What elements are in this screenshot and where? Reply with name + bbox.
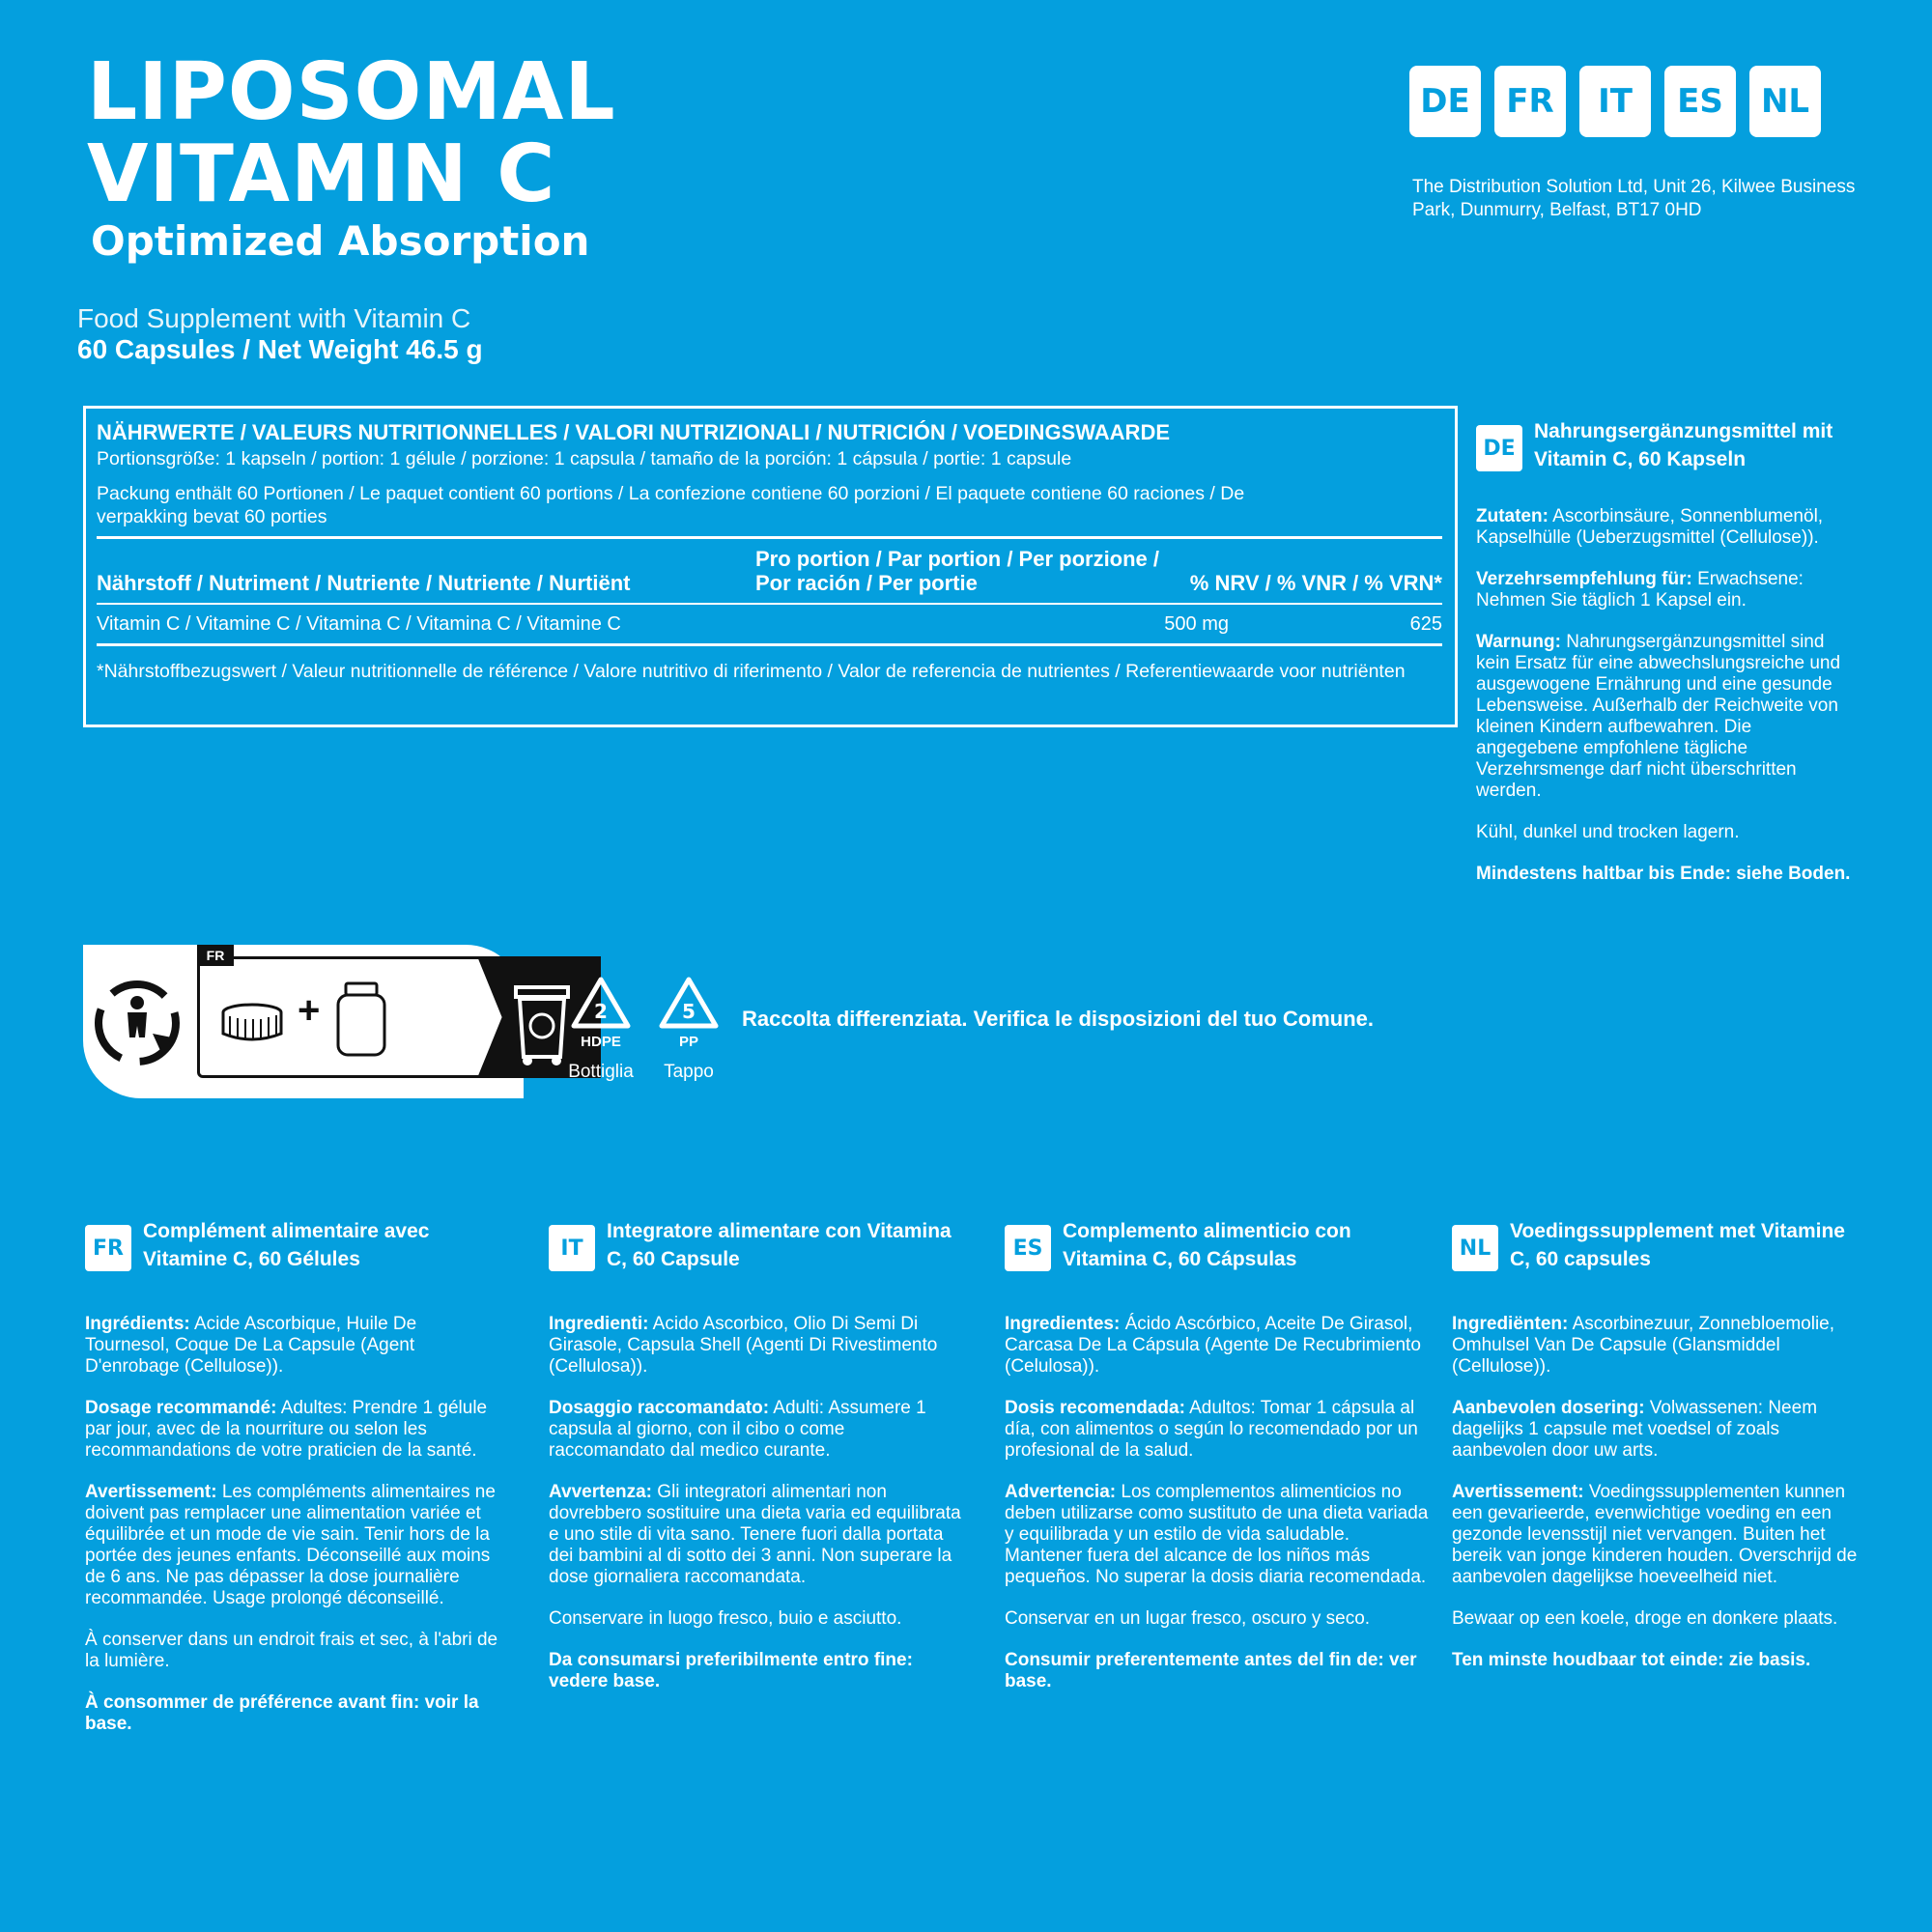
fr-section <box>85 1217 500 1755</box>
portion-size: Portionsgröße: 1 kapseln / portion: 1 gélule / porzione: 1 capsula / tamaño de la porción: 1 cápsula / portie: 1 capsule <box>97 448 1072 469</box>
es-section <box>1005 1217 1430 1713</box>
fr-storage: À conserver dans un endroit frais et sec, à l'abri de la lumière. <box>85 1630 498 1671</box>
it-best-before: Da consumarsi preferibilmente entro fine: vedere base. <box>549 1650 913 1691</box>
es-storage: Conservar en un lugar fresco, oscuro y seco. <box>1005 1608 1371 1629</box>
product-subtitle: Optimized Absorption <box>91 217 590 265</box>
resin-code-pp <box>655 976 723 1083</box>
es-title: Complemento alimenticio con Vitamina C, 60 Cápsulas <box>1063 1220 1351 1270</box>
es-best-before: Consumir preferentemente antes del fin de: ver base. <box>1005 1650 1417 1691</box>
de-ingredients: Zutaten: Ascorbinsäure, Sonnenblumenöl, Kapselhülle (Ueberzugsmittel (Cellulose)). <box>1476 506 1824 548</box>
lang-badge-fr: FR <box>1494 66 1566 137</box>
distributor-address: The Distribution Solution Ltd, Unit 26, Kilwee Business Park, Dunmurry, Belfast, BT17 0HD <box>1412 177 1856 220</box>
column-header-portion: Pro portion / Par portion / Per porzione / Por ración / Per portie <box>755 547 1160 595</box>
nl-ingredients: Ingrediënten: Ascorbinezuur, Zonnebloemolie, Omhulsel Van De Capsule (Glansmiddel (Cellulose)). <box>1452 1314 1835 1377</box>
nl-best-before: Ten minste houdbaar tot einde: zie basis. <box>1452 1650 1811 1670</box>
cell-portion: 500 mg <box>1164 612 1229 635</box>
fr-tag: FR <box>197 945 234 966</box>
table-header-row <box>97 539 1443 603</box>
it-title: Integratore alimentare con Vitamina C, 60 Capsule <box>607 1220 952 1270</box>
fr-warning: Avertissement: Les compléments alimentaires ne doivent pas remplacer une alimentation variée et équilibrée et un mode de vie sain. Tenir hors de la portée des jeunes enfants. Déconseillé aux moins de 6 ans. Ne pas dépasser la dose journalière recommandée. Usage prolongé déconseillé. <box>85 1482 496 1608</box>
nutrition-heading: NÄHRWERTE / VALEURS NUTRITIONNELLES / VALORI NUTRIZIONALI / NUTRICIÓN / VOEDINGSWAARDE <box>97 420 1171 444</box>
table-row <box>97 605 1443 643</box>
recycling-note: Raccolta differenziata. Verifica le disposizioni del tuo Comune. <box>742 1007 1375 1031</box>
it-section <box>549 1217 964 1713</box>
de-badge: DE <box>1476 425 1522 471</box>
product-title-line1: LIPOSOMAL <box>87 46 616 138</box>
fr-dosage: Dosage recommandé: Adultes: Prendre 1 gélule par jour, avec de la nourriture ou selon les recommandations de votre praticien de la santé. <box>85 1398 488 1461</box>
de-warning: Warnung: Nahrungsergänzungsmittel sind kein Ersatz für eine abwechslungsreiche und ausgewogene Ernährung und eine gesunde Lebensweise. Außerhalb der Reichweite von kleinen Kindern aufbewahren. Die angegebene empfohlene tägliche Verzehrsmenge darf nicht überschritten werden. <box>1476 632 1841 801</box>
cap-icon <box>218 1003 286 1045</box>
es-badge: ES <box>1005 1225 1051 1271</box>
language-badges <box>1409 66 1821 137</box>
pack-contents: Packung enthält 60 Portionen / Le paquet contient 60 portions / La confezione contiene 60 porzioni / El paquete contiene 60 raciones / De verpakking bevat 60 porties <box>97 483 1245 527</box>
de-best-before: Mindestens haltbar bis Ende: siehe Boden. <box>1476 864 1851 884</box>
lang-badge-nl: NL <box>1749 66 1821 137</box>
it-warning: Avvertenza: Gli integratori alimentari non dovrebbero sostituire una dieta varia ed equilibrata e uno stile di vita sano. Tenere fuori dalla portata dei bambini al di sotto dei 3 anni. Non superare la dose giornaliera raccomandata. <box>549 1482 961 1587</box>
triman-recycling-logo <box>83 945 524 1098</box>
triman-icon <box>95 980 187 1066</box>
it-dosage: Dosaggio raccomandato: Adulti: Assumere 1 capsula al giorno, con il cibo o come raccomandato dal medico curante. <box>549 1398 926 1461</box>
resin-number: 2 <box>594 1000 608 1023</box>
recycling-bin-icon <box>510 981 574 1068</box>
lang-badge-it: IT <box>1579 66 1651 137</box>
lang-badge-es: ES <box>1664 66 1736 137</box>
de-storage: Kühl, dunkel und trocken lagern. <box>1476 822 1740 842</box>
cell-nrv: 625 <box>1409 612 1442 635</box>
es-ingredients: Ingredientes: Ácido Ascórbico, Aceite De Girasol, Carcasa De La Cápsula (Agente De Recubrimiento (Celulosa)). <box>1005 1314 1421 1377</box>
fr-best-before: À consommer de préférence avant fin: voir la base. <box>85 1692 479 1734</box>
fr-badge: FR <box>85 1225 131 1271</box>
nl-warning: Avertissement: Voedingssupplementen kunnen een gevarieerde, evenwichtige voeding en een gezonde levensstijl niet vervangen. Buiten het bereik van jonge kinderen houden. Overschrijd de aanbevolen dagelijkse hoeveelheid niet. <box>1452 1482 1858 1587</box>
product-title-line2: VITAMIN C <box>87 128 556 220</box>
de-dosage: Verzehrsempfehlung für: Erwachsene: Nehmen Sie täglich 1 Kapsel ein. <box>1476 569 1804 611</box>
nutrition-table <box>83 406 1458 727</box>
resin-number: 5 <box>682 1000 696 1023</box>
plus-icon: + <box>298 989 321 1032</box>
resin-code-label: PP <box>678 1034 698 1050</box>
it-storage: Conservare in luogo fresco, buio e asciutto. <box>549 1608 902 1629</box>
es-dosage: Dosis recomendada: Adultos: Tomar 1 cápsula al día, con alimentos o según lo recomendado por un profesional de la salud. <box>1005 1398 1418 1461</box>
es-warning: Advertencia: Los complementos alimenticios no deben utilizarse como sustituto de una dieta variada y equilibrada y un estilo de vida saludable. Mantener fuera del alcance de los niños más pequeños. No superar la dosis diaria recomendada. <box>1005 1482 1429 1587</box>
resin-code-hdpe <box>567 976 635 1083</box>
column-header-nrv: % NRV / % VNR / % VRN* <box>1189 571 1442 595</box>
lang-badge-de: DE <box>1409 66 1481 137</box>
recycle-triangle-icon <box>658 976 720 1032</box>
de-title: Nahrungsergänzungsmittel mit Vitamin C, 60 Kapseln <box>1534 420 1833 470</box>
table-divider <box>97 643 1442 646</box>
column-header-nutrient: Nährstoff / Nutriment / Nutriente / Nutriente / Nurtiënt <box>97 571 631 595</box>
resin-part-label: Bottiglia <box>568 1062 634 1082</box>
nl-badge: NL <box>1452 1225 1498 1271</box>
recycle-triangle-icon <box>570 976 632 1032</box>
nl-section <box>1452 1217 1858 1691</box>
resin-code-label: HDPE <box>581 1034 621 1050</box>
resin-part-label: Tappo <box>664 1062 714 1082</box>
nl-storage: Bewaar op een koele, droge en donkere plaats. <box>1452 1608 1838 1629</box>
cell-nutrient: Vitamin C / Vitamine C / Vitamina C / Vitamina C / Vitamine C <box>97 612 621 635</box>
nutrition-footnote: *Nährstoffbezugswert / Valeur nutritionnelle de référence / Valore nutritivo di riferimento / Valor de referencia de nutrientes / Referentiewaarde voor nutriënten <box>97 661 1406 682</box>
nl-dosage: Aanbevolen dosering: Volwassenen: Neem dagelijks 1 capsule met voedsel of zoals aanbevolen door uw arts. <box>1452 1398 1818 1461</box>
capsule-count-weight: 60 Capsules / Net Weight 46.5 g <box>77 334 483 364</box>
fr-ingredients: Ingrédients: Acide Ascorbique, Huile De Tournesol, Coque De La Capsule (Agent D'enrobage (Cellulose)). <box>85 1314 417 1377</box>
fr-title: Complément alimentaire avec Vitamine C, 60 Gélules <box>143 1220 430 1270</box>
nl-title: Voedingssupplement met Vitamine C, 60 capsules <box>1510 1220 1845 1270</box>
jar-icon <box>334 981 388 1059</box>
it-badge: IT <box>549 1225 595 1271</box>
supplement-description: Food Supplement with Vitamin C <box>77 303 471 333</box>
de-section <box>1476 417 1858 905</box>
it-ingredients: Ingredienti: Acido Ascorbico, Olio Di Semi Di Girasole, Capsula Shell (Agenti Di Rivestimento (Cellulosa)). <box>549 1314 938 1377</box>
